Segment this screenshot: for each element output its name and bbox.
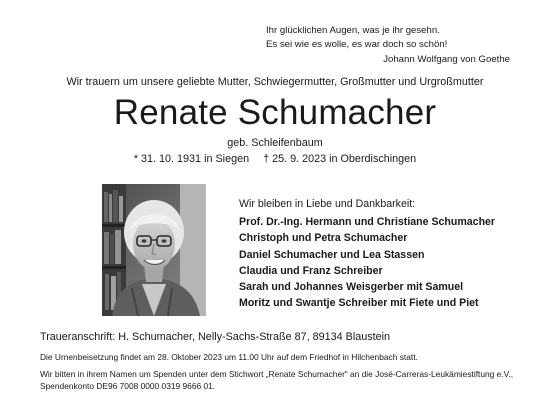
mourner-name: Sarah und Johannes Weisgerber mit Samuel (239, 281, 464, 294)
mourner-name: Moritz und Swantje Schreiber mit Fiete und Piet (239, 297, 479, 310)
portrait-photo (102, 184, 206, 316)
death-date: † 25. 9. 2023 in Oberdischingen (263, 153, 417, 165)
quote-line-1: Ihr glücklichen Augen, was je ihr gesehn. (266, 25, 440, 36)
intro-text: Wir trauern um unsere geliebte Mutter, Schwiegermutter, Großmutter und Urgroßmutter (66, 76, 484, 88)
birth-date: * 31. 10. 1931 in Siegen (133, 153, 250, 165)
mourner-name: Claudia und Franz Schreiber (239, 264, 383, 277)
life-dates (0, 153, 550, 165)
mourner-name: Christoph und Petra Schumacher (239, 232, 408, 245)
maiden-name: geb. Schleifenbaum (227, 137, 323, 149)
deceased-name: Renate Schumacher (113, 93, 437, 132)
mourner-name: Daniel Schumacher und Lea Stassen (239, 248, 425, 261)
quote-line-2: Es sei wie es wolle, es war doch so schön! (266, 38, 448, 50)
mourners-list (239, 196, 539, 311)
mourner-name: Prof. Dr.-Ing. Hermann und Christiane Schumacher (239, 216, 496, 229)
goethe-quote (266, 24, 510, 67)
donation-notice: Wir bitten in ihrem Namen um Spenden unter dem Stichwort „Renate Schumacher“ an die José-Carreras-Leukämiestiftung e.V., Spendenkonto DE96 7008 0000 0319 9666 01. (40, 369, 514, 392)
mourning-address: Traueranschrift: H. Schumacher, Nelly-Sachs-Straße 87, 89134 Blaustein (40, 331, 391, 343)
mourners-lead: Wir bleiben in Liebe und Dankbarkeit: (239, 198, 416, 210)
quote-author: Johann Wolfgang von Goethe (383, 54, 510, 65)
burial-notice: Die Urnenbeisetzung findet am 28. Oktober 2023 um 11.00 Uhr auf dem Friedhof in Hilchenbach statt. (40, 352, 418, 362)
